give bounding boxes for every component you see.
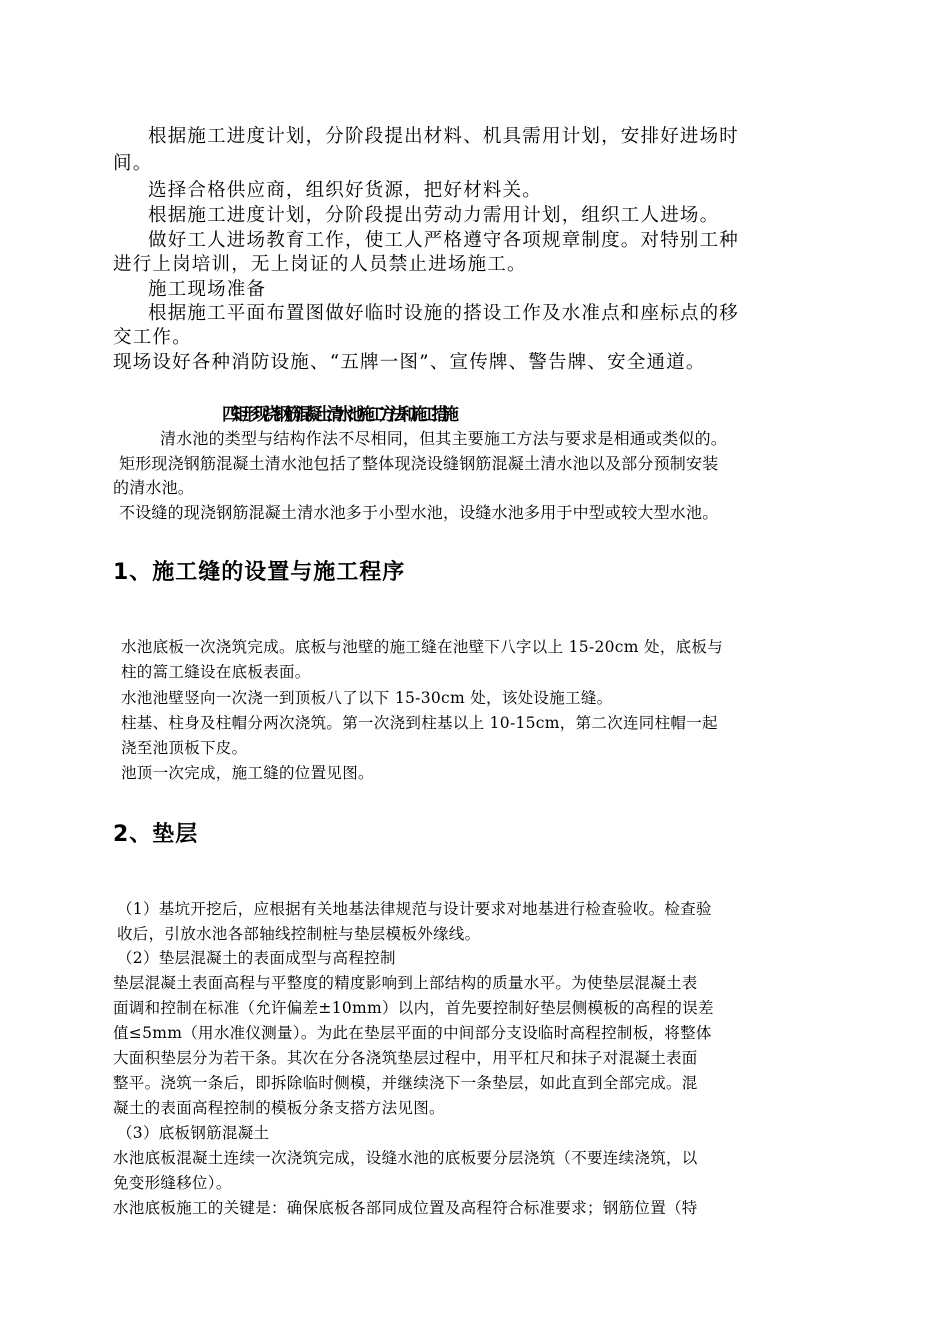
section-1-heading: 1、施工缝的设置与施工程序 [113,560,406,585]
section-1-line-5: 浇至池顶板下皮。 [121,739,248,757]
section-1-line-1: 水池底板一次浇筑完成。底板与池壁的施工缝在池壁下八字以上 15-20cm 处，底板与 [121,638,724,656]
section-1-line-6: 池顶一次完成，施工缝的位置见图。 [121,764,374,782]
section-2-line-5: 面调和控制在标准（允许偏差±10mm）以内，首先要控制好垫层侧模板的高程的误差 [113,999,714,1017]
section-2-line-12: 免变形缝移位）。 [113,1174,232,1192]
section-2-line-6: 值≤5mm（用水准仪测量）。为此在垫层平面的中间部分支设临时高程控制板，将整体 [113,1024,712,1042]
section-1-line-4: 柱基、柱身及柱帽分两次浇筑。第一次浇到柱基以上 10-15cm，第二次连同柱帽一起 [121,714,718,732]
prep-line-7: 施工现场准备 [148,279,267,300]
section-2-line-1: （1）基坑开挖后，应根据有关地基法律规范与设计要求对地基进行检查验收。检查验 [117,900,712,918]
section-four-line-1: 清水池的类型与结构作法不尽相同，但其主要施工方法与要求是相通或类似的。 [160,429,728,448]
prep-line-1: 根据施工进度计划，分阶段提出材料、机具需用计划，安排好进场时 [148,126,740,147]
section-2-line-9: 凝土的表面高程控制的模板分条支搭方法见图。 [113,1099,445,1117]
prep-line-5: 做好工人进场教育工作，使工人严格遵守各项规章制度。对特别工种 [148,230,740,251]
section-2-line-13: 水池底板施工的关键是：确保底板各部同成位置及高程符合标准要求；钢筋位置（特 [113,1199,698,1217]
section-2-line-3: （2）垫层混凝土的表面成型与高程控制 [117,949,396,967]
section-four-line-3: 的清水池。 [113,478,195,497]
prep-line-6: 进行上岗培训，无上岗证的人员禁止进场施工。 [113,254,527,275]
section-2-line-4: 垫层混凝土表面高程与平整度的精度影响到上部结构的质量水平。为使垫层混凝土表 [113,974,698,992]
prep-line-3: 选择合格供应商，组织好货源，把好材料关。 [148,180,543,201]
prep-line-9: 交工作。 [113,327,192,348]
prep-line-4: 根据施工进度计划，分阶段提出劳动力需用计划，组织工人进场。 [148,205,720,226]
section-2-line-11: 水池底板混凝土连续一次浇筑完成，设缝水池的底板要分层浇筑（不要连续浇筑，以 [113,1149,698,1167]
section-four-heading: 四 矩形现浇钢筋混凝土清水池施工方法和施工措施 [222,405,453,425]
section-1-line-3: 水池池壁竖向一次浇一到顶板八了以下 15-30cm 处，该处设施工缝。 [121,689,613,707]
section-2-line-8: 整平。浇筑一条后，即拆除临时侧模，并继续浇下一条垫层，如此直到全部完成。混 [113,1074,698,1092]
prep-line-2: 间。 [113,153,153,174]
prep-line-10: 现场设好各种消防设施、“五牌一图”、宣传牌、警告牌、安全通道。 [113,352,706,373]
section-2-heading: 2、垫层 [113,822,199,847]
section-2-line-10: （3）底板钢筋混凝土 [117,1124,270,1142]
section-four-line-4: 不设缝的现浇钢筋混凝土清水池多于小型水池，设缝水池多用于中型或较大型水池。 [119,503,719,522]
section-four-line-2: 矩形现浇钢筋混凝土清水池包括了整体现浇设缝钢筋混凝土清水池以及部分预制安装 [119,454,719,473]
prep-line-8: 根据施工平面布置图做好临时设施的搭设工作及水准点和座标点的移 [148,303,740,324]
section-1-line-2: 柱的篙工缝设在底板表面。 [121,663,311,681]
section-2-line-7: 大面积垫层分为若干条。其次在分各浇筑垫层过程中，用平杠尺和抹子对混凝土表面 [113,1049,698,1067]
section-2-line-2: 收后，引放水池各部轴线控制桩与垫层模板外缘线。 [117,925,481,943]
